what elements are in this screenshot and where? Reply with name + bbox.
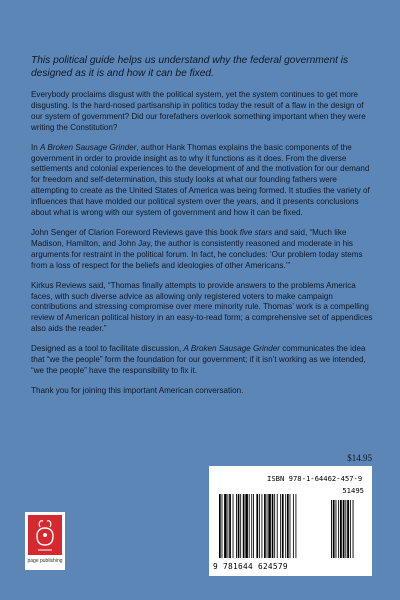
isbn-barcode bbox=[209, 466, 372, 576]
publisher-name: page publishing bbox=[27, 558, 63, 564]
book-title-italic: A Broken Sausage Grinder bbox=[40, 142, 137, 152]
barcode-bars-icon bbox=[219, 494, 367, 560]
paragraph-author: In A Broken Sausage Grinder, author Hank Thomas explains the basic components of the government in order to provide insight as to why it functions as it does. From the diverse settlements and colonial experiences to the development of and the motivation for our demand for freedom and self-determination, this study looks at what our founding fathers were attempting to create as the United States of America was being formed. It studies the variety of influences that have molded our political system over the years, and it presents conclusions about what is wrong with our system of government and how it can be fixed. bbox=[31, 142, 370, 218]
publisher-logo-mark-icon bbox=[28, 515, 62, 555]
paragraph-discussion: Designed as a tool to facilitate discussion, A Broken Sausage Grinder communicates the idea that “we the people” form the foundation for our government; if it isn’t working as we intended, “we the people” have the responsibility to fix it. bbox=[31, 344, 366, 375]
isbn-top-label: ISBN 978-1-64462-457-9 bbox=[267, 474, 363, 483]
description-text bbox=[31, 90, 376, 406]
tagline: This political guide helps us understand why the federal government is designed as it is and how it can be fixed. bbox=[31, 55, 349, 79]
isbn-bottom-label: 9 781644 624579 bbox=[213, 562, 288, 571]
paragraph-kirkus-review: Kirkus Reviews said, “Thomas finally attempts to provide answers to the problems America faces, with such diverse advice as allowing only registered voters to make campaign contributions and stressing compromise over mere minority rule. Thomas’ work is a compelling review of American political history in an easy-to-read form; a comprehensive set of appendices also aids the reader.” bbox=[31, 280, 373, 334]
supplement-code: 51495 bbox=[342, 486, 364, 495]
paragraph-clarion-review: John Senger of Clarion Foreword Reviews gave this book five stars and said, “Much like Madison, Hamilton, and John Jay, the author is consistently reasoned and moderate in his arguments for restraint in the political forum. In fact, he concludes: ‘Our problem today stems from a loss of respect for the beliefs and ideologies of other Americans.’” bbox=[31, 227, 363, 270]
paragraph-intro: Everybody proclaims disgust with the political system, yet the system continues to get more disgusting. Is the hard-nosed partisanship in politics today the result of a flaw in the design of our system of government? Did our forefathers overlook something important when they were writing the Constitution? bbox=[31, 90, 366, 132]
price-label: $14.95 bbox=[347, 453, 372, 463]
publisher-logo bbox=[25, 512, 65, 570]
book-title-italic: A Broken Sausage Grinder bbox=[183, 344, 280, 354]
five-stars-italic: five stars bbox=[239, 227, 273, 237]
paragraph-thanks: Thank you for joining this important American conversation. bbox=[31, 385, 244, 395]
